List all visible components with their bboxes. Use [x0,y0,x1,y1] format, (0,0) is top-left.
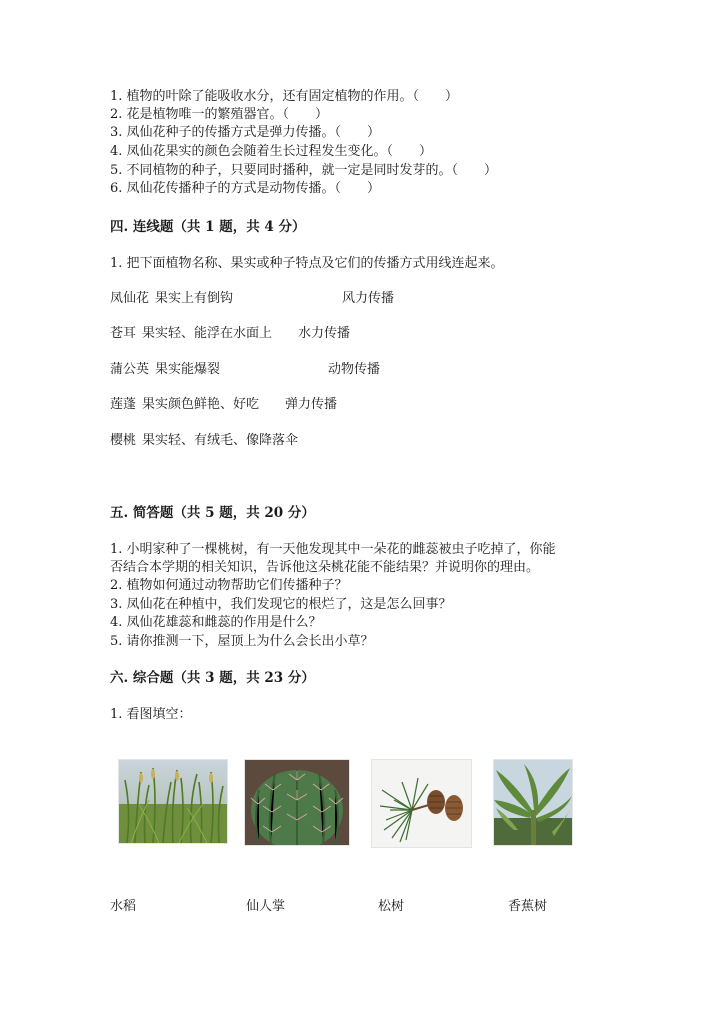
caption-pine: 松树 [378,899,405,914]
judgement-item-1: 1. 植物的叶除了能吸收水分，还有固定植物的作用。（ ） [110,89,459,104]
judgement-item-5: 5. 不同植物的种子，只要同时播种，就一定是同时发芽的。（ ） [110,163,498,178]
matching-question: 1. 把下面植物名称、果实或种子特点及它们的传播方式用线连起来。 [110,256,504,271]
short-answer-line-3: 2. 植物如何通过动物帮助它们传播种子？ [110,578,348,593]
banana-tree-photo [493,759,573,846]
dispersal-method: 水力传播 [298,326,351,341]
fruit-feature: 果实上有倒钩 [155,291,234,306]
section-6-heading: 六. 综合题（共 3 题，共 23 分） [110,670,315,686]
pine-branch-photo [371,759,472,848]
caption-banana: 香蕉树 [508,899,548,914]
plant-name: 凤仙花 [110,291,150,306]
section-4-heading: 四. 连线题（共 1 题，共 4 分） [110,219,306,235]
matching-row-3 [110,361,381,379]
judgement-item-2: 2. 花是植物唯一的繁殖器官。（ ） [110,107,329,122]
fruit-feature: 果实颜色鲜艳、好吃 [142,397,260,412]
section-5-heading: 五. 简答题（共 5 题，共 20 分） [110,505,315,521]
dispersal-method: 弹力传播 [285,397,338,412]
short-answer-line-1: 1. 小明家种了一棵桃树，有一天他发现其中一朵花的雌蕊被虫子吃掉了，你能 [110,542,556,557]
comprehensive-question: 1. 看图填空： [110,707,192,722]
cactus-photo [244,759,350,846]
judgement-item-3: 3. 凤仙花种子的传播方式是弹力传播。（ ） [110,125,381,140]
matching-row-1 [110,290,395,308]
fruit-feature: 果实能爆裂 [155,362,221,377]
short-answer-line-6: 5. 请你推测一下，屋顶上为什么会长出小草？ [110,634,374,649]
plant-name: 苍耳 [110,326,137,341]
matching-row-2 [110,325,351,343]
short-answer-line-5: 4. 凤仙花雄蕊和雌蕊的作用是什么？ [110,615,322,630]
caption-rice: 水稻 [110,899,137,914]
rice-plant-photo [118,759,228,844]
short-answer-line-4: 3. 凤仙花在种植中，我们发现它的根烂了，这是怎么回事？ [110,597,452,612]
matching-row-4 [110,396,338,414]
fruit-feature: 果实轻、能浮在水面上 [142,326,273,341]
dispersal-method: 风力传播 [342,291,395,306]
plant-name: 莲蓬 [110,397,137,412]
fruit-feature: 果实轻、有绒毛、像降落伞 [142,433,299,448]
dispersal-method: 动物传播 [328,362,381,377]
plant-name: 樱桃 [110,433,137,448]
short-answer-line-2: 否结合本学期的相关知识，告诉他这朵桃花能不能结果？并说明你的理由。 [110,560,540,575]
judgement-item-4: 4. 凤仙花果实的颜色会随着生长过程发生变化。（ ） [110,144,433,159]
judgement-item-6: 6. 凤仙花传播种子的方式是动物传播。（ ） [110,181,381,196]
matching-row-5 [110,432,298,450]
plant-name: 蒲公英 [110,362,150,377]
caption-cactus: 仙人掌 [246,899,286,914]
